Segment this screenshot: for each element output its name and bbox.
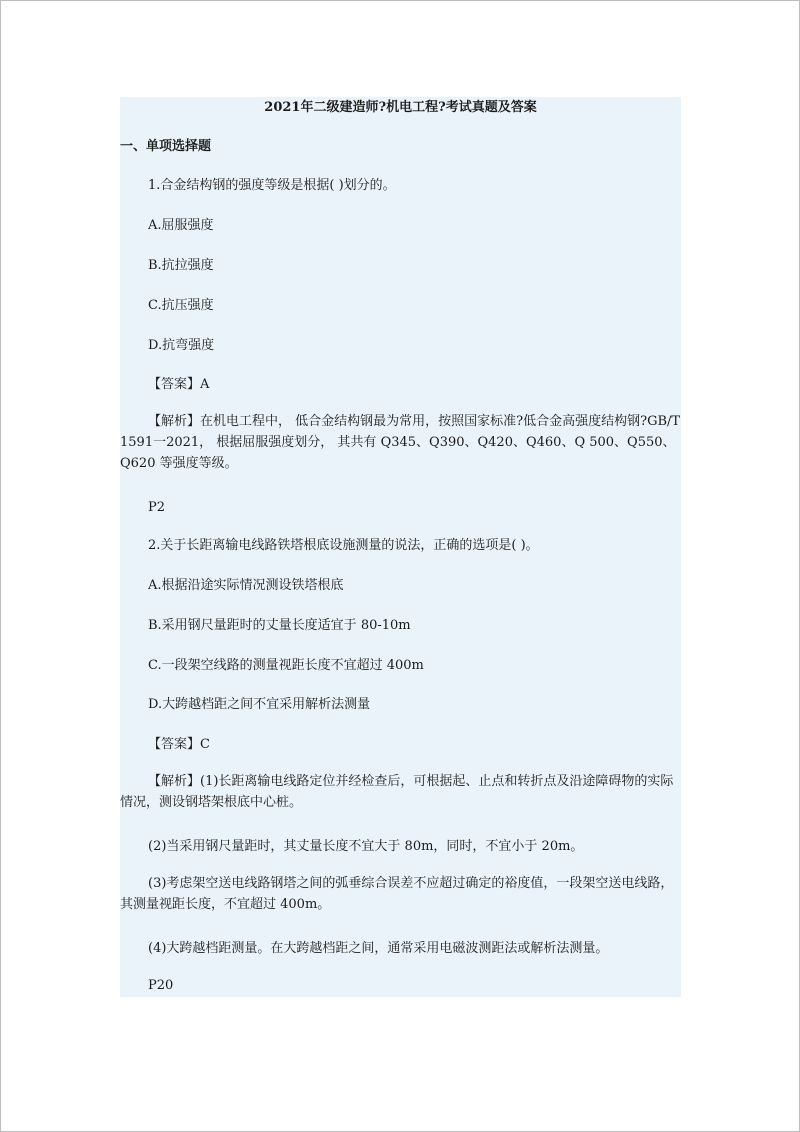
question-1-answer: 【答案】A [148,377,210,392]
question-2-analysis-4: (4)大跨越档距测量。在大跨越档距之间，通常采用电磁波测距法或解析法测量。 [148,941,609,956]
question-2-analysis-2: (2)当采用钢尺量距时，其丈量长度不宜大于 80m，同时，不宜小于 20m。 [148,839,584,854]
question-2-page-ref: P20 [148,978,174,993]
document-body [120,97,681,997]
question-1-option-c: C.抗压强度 [148,298,214,313]
page-title: 2021年二级建造师?机电工程?考试真题及答案 [264,100,537,115]
question-2-option-b: B.采用钢尺量距时的丈量长度适宜于 80-10m [148,618,411,633]
question-1-option-d: D.抗弯强度 [148,338,215,353]
question-2-option-c: C.一段架空线路的测量视距长度不宜超过 400m [148,658,424,673]
question-1-option-b: B.抗拉强度 [148,258,214,273]
section-heading: 一、单项选择题 [120,139,212,154]
question-2-answer: 【答案】C [148,737,210,752]
question-1-page-ref: P2 [148,500,166,515]
question-2-analysis-3: (3)考虑架空送电线路钢塔之间的弧垂综合误差不应超过确定的裕度值，一段架空送电线路，其测量视距长度，不宜超过 400m。 [120,876,674,912]
question-2-analysis-1: 【解析】(1)长距离输电线路定位并经检查后，可根据起、止点和转折点及沿途障碍物的实际情况，测设钢塔架根底中心桩。 [120,774,674,810]
question-1-option-a: A.屈服强度 [148,218,214,233]
question-2-option-a: A.根据沿途实际情况测设铁塔根底 [148,578,344,593]
question-1-analysis: 【解析】在机电工程中， 低合金结构钢最为常用，按照国家标准?低合金高强度结构钢?GB/T 1591一2021， 根据屈服强度划分， 其共有 Q345、Q390、Q420、Q460、Q 500、Q550、Q620 等强度等级。 [120,414,681,471]
question-1-stem: 1.合金结构钢的强度等级是根据( )划分的。 [148,178,396,193]
question-2-option-d: D.大跨越档距之间不宜采用解析法测量 [148,697,371,712]
question-2-stem: 2.关于长距离输电线路铁塔根底设施测量的说法，正确的选项是( )。 [148,538,539,553]
